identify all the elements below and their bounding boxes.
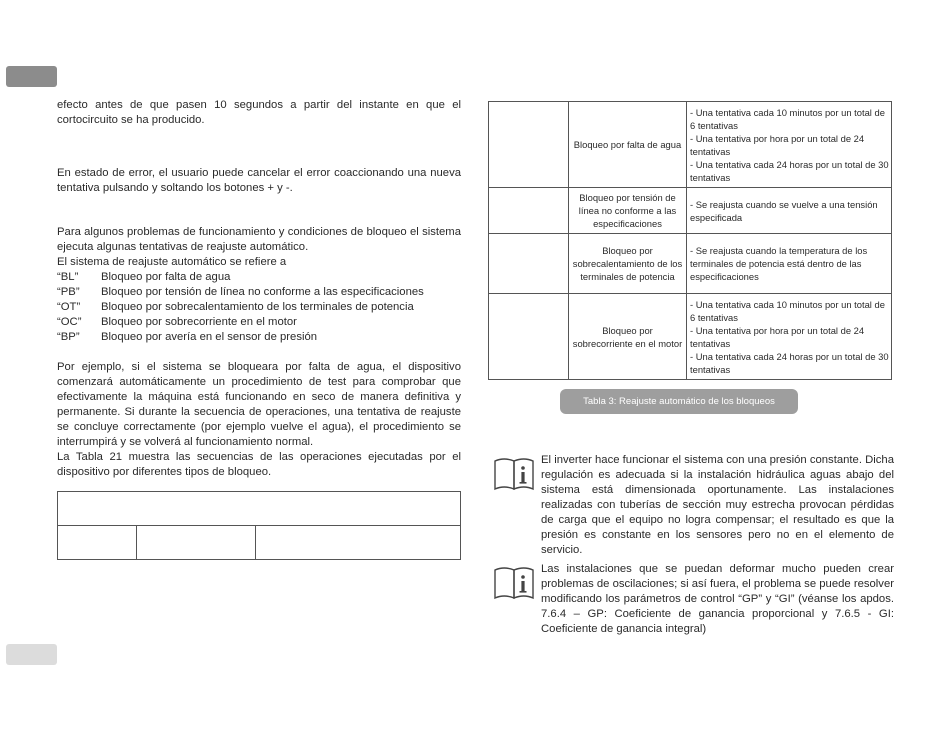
detail-line: - Una tentativa cada 10 minutos por un total de 6 tentativas bbox=[690, 106, 885, 131]
detail-line: - Se reajusta cuando la temperatura de los terminales de potencia está dentro de las especificaciones bbox=[690, 245, 868, 282]
table-cell-code bbox=[489, 234, 569, 294]
detail-line: - Se reajusta cuando se vuelve a una tensión especificada bbox=[690, 198, 878, 223]
paragraph-error-cancel: En estado de error, el usuario puede cancelar el error coaccionando una nueva tentativa pulsando y soltando los botones + y -. bbox=[57, 167, 461, 194]
detail-line: - Una tentativa cada 10 minutos por un total de 6 tentativas bbox=[690, 298, 885, 323]
table-row bbox=[489, 102, 892, 188]
table-row bbox=[489, 188, 892, 234]
detail-line: - Una tentativa cada 24 horas por un total de 30 tentativas bbox=[690, 158, 889, 183]
note-constant-pressure: El inverter hace funcionar el sistema con una presión constante. Dicha regulación es adecuada si la instalación hidráulica aguas abajo del sistema está dimensionada oportunamente. Las instalaciones realizadas con tuberías de sección muy estrecha provocan pérdidas de carga que el equipo no logra compensar; el resultado es que la presión es constante en los sensores pero no en el elemento de servicio. bbox=[541, 454, 894, 556]
block-description: Bloqueo por sobrecalentamiento de los terminales de potencia bbox=[101, 301, 414, 313]
paragraph-example: Por ejemplo, si el sistema se bloqueara por falta de agua, el dispositivo comenzará automáticamente un procedimiento de test para comprobar que efectivamente la máquina está funcionando en seco de manera definitiva y permanente. Si durante la secuencia de operaciones, una tentativa de reajuste se concluye correctamente (por ejemplo vuelve el agua), el procedimiento se interrumpirá y se volverá al funcionamiento normal. bbox=[57, 361, 461, 448]
table-cell-description: Bloqueo por falta de agua bbox=[569, 102, 687, 188]
table-cell bbox=[256, 526, 461, 560]
page-tab-top bbox=[6, 66, 57, 87]
table-cell-code bbox=[489, 102, 569, 188]
paragraph-auto-reset-intro: Para algunos problemas de funcionamiento y condiciones de bloqueo el sistema ejecuta algunas tentativas de reajuste automático. bbox=[57, 226, 461, 253]
page-tab-bottom bbox=[6, 644, 57, 665]
table-caption: Tabla 3: Reajuste automático de los bloqueos bbox=[560, 389, 798, 414]
detail-line: - Una tentativa por hora por un total de 24 tentativas bbox=[690, 132, 865, 157]
table-cell bbox=[137, 526, 256, 560]
list-item bbox=[57, 300, 477, 315]
block-description: Bloqueo por tensión de línea no conforme a las especificaciones bbox=[101, 286, 424, 298]
table-cell bbox=[58, 492, 461, 526]
table-cell bbox=[58, 526, 137, 560]
block-description: Bloqueo por falta de agua bbox=[101, 271, 231, 283]
block-code: “BL” bbox=[57, 271, 79, 283]
block-code: “OC” bbox=[57, 316, 82, 328]
detail-line: - Una tentativa cada 24 horas por un total de 30 tentativas bbox=[690, 350, 889, 375]
info-book-icon bbox=[493, 565, 535, 601]
empty-table bbox=[57, 491, 461, 560]
table-cell-detail bbox=[687, 102, 892, 188]
auto-reset-table bbox=[488, 101, 892, 380]
note-oscillations: Las instalaciones que se puedan deformar mucho pueden crear problemas de oscilaciones; si así fuera, el problema se puede resolver modificando los parámetros de control “GP” y “GI” (véanse los apdos. 7.6.4 – GP: Coeficiente de ganancia proporcional y 7.6.5 - GI: Coeficiente de ganancia integral) bbox=[541, 563, 894, 635]
list-item bbox=[57, 270, 477, 285]
block-code: “PB” bbox=[57, 286, 80, 298]
table-cell-detail bbox=[687, 188, 892, 234]
table-cell-code bbox=[489, 294, 569, 380]
table-cell-description: Bloqueo por tensión de línea no conforme a las especificaciones bbox=[569, 188, 687, 234]
paragraph-table-reference: La Tabla 21 muestra las secuencias de las operaciones ejecutadas por el dispositivo por diferentes tipos de bloqueo. bbox=[57, 451, 461, 478]
table-cell-detail bbox=[687, 234, 892, 294]
block-description: Bloqueo por avería en el sensor de presión bbox=[101, 331, 318, 343]
info-book-icon bbox=[493, 456, 535, 492]
table-cell-code bbox=[489, 188, 569, 234]
list-item bbox=[57, 285, 477, 300]
list-item bbox=[57, 330, 477, 345]
block-code: “BP” bbox=[57, 331, 80, 343]
table-cell-detail bbox=[687, 294, 892, 380]
table-cell-description: Bloqueo por sobrecalentamiento de los terminales de potencia bbox=[569, 234, 687, 294]
block-description: Bloqueo por sobrecorriente en el motor bbox=[101, 316, 297, 328]
table-cell-description: Bloqueo por sobrecorriente en el motor bbox=[569, 294, 687, 380]
table-row bbox=[489, 294, 892, 380]
block-code: “OT” bbox=[57, 301, 81, 313]
detail-line: - Una tentativa por hora por un total de 24 tentativas bbox=[690, 324, 865, 349]
paragraph-auto-reset-refers: El sistema de reajuste automático se refiere a bbox=[57, 256, 287, 268]
table-row bbox=[489, 234, 892, 294]
block-code-list bbox=[57, 270, 477, 345]
list-item bbox=[57, 315, 477, 330]
paragraph-short-circuit: efecto antes de que pasen 10 segundos a partir del instante en que el cortocircuito se ha producido. bbox=[57, 99, 461, 126]
